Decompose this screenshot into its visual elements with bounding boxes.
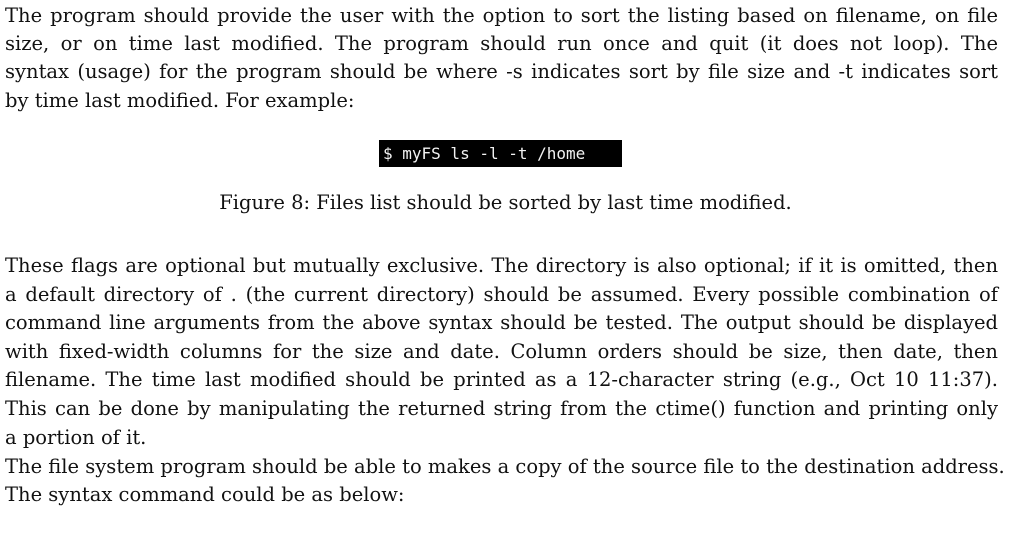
text-line: These flags are optional but mutually exclusive. The directory is also optional; if it is omitted, then [5, 254, 998, 277]
text-line: a default directory of . (the current directory) should be assumed. Every possible combination of [5, 283, 998, 306]
text-line: with fixed-width columns for the size and date. Column orders should be size, then date, then [5, 340, 998, 363]
text-line: syntax (usage) for the program should be where -s indicates sort by file size and -t indicates sort [5, 60, 998, 83]
text-line: filename. The time last modified should be printed as a 12-character string (e.g., Oct 10 11:37). [5, 368, 998, 391]
text-line: size, or on time last modified. The program should run once and quit (it does not loop). The [5, 32, 998, 55]
text-line: command line arguments from the above syntax should be tested. The output should be displayed [5, 311, 998, 334]
text-line: This can be done by manipulating the returned string from the ctime() function and printing only [5, 397, 998, 420]
text-line: a portion of it. [5, 426, 147, 449]
text-line: The file system program should be able to makes a copy of the source file to the destination address. [5, 455, 1005, 478]
text-line: The program should provide the user with the option to sort the listing based on filename, on file [5, 4, 998, 27]
figure-caption: Figure 8: Files list should be sorted by last time modified. [219, 191, 792, 214]
text-line: The syntax command could be as below: [5, 483, 405, 506]
terminal-command-screenshot: $ myFS ls -l -t /home [379, 140, 622, 167]
text-line: by time last modified. For example: [5, 89, 355, 112]
